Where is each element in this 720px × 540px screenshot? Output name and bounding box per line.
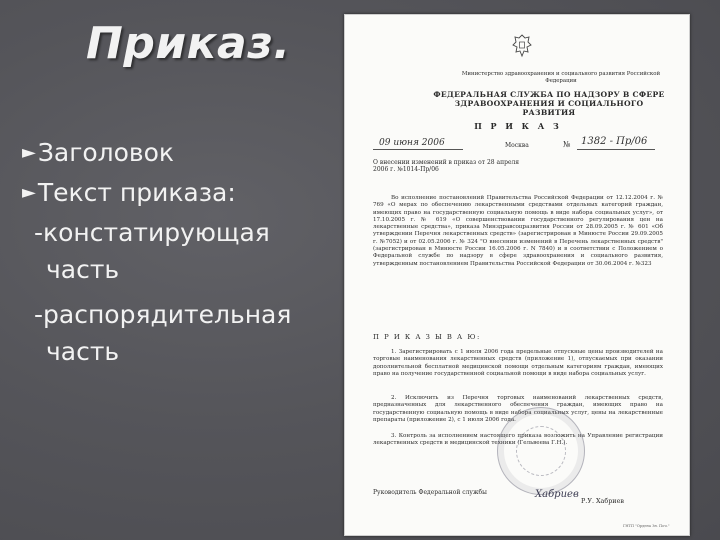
bullet-text: Заголовок <box>37 138 175 167</box>
document-city: Москва <box>505 142 529 149</box>
coat-of-arms-icon <box>511 33 533 59</box>
signatory-name: Р.У. Хабриев <box>581 497 624 505</box>
sub-item-ordering-cont: часть <box>46 337 120 366</box>
order-item-1: 1. Зарегистрировать с 1 июля 2006 года предельные отпускные цены производителей на торговые наименования лекарственных средств (приложение 1), отпускаемых при оказании дополнительной бесплатной медицинской помощи отдельным категориям граждан, имеющих право на получение государственной социальной помощи в виде набора социальных услуг. <box>373 349 663 377</box>
signature: Хабриев <box>535 489 579 500</box>
print-footer: ГНТП "Ордена Зн. Поч." <box>623 524 670 528</box>
triangle-bullet-icon: ► <box>22 142 36 163</box>
slide-title: Приказ. <box>86 18 291 69</box>
order-item-2: 2. Исключить из Перечня торговых наименований лекарственных средств, предназначенных для лекарственного обеспечения граждан, имеющих право на государственную социальную помощь в виде набора социальных услуг, цены на лекарственные препараты (приложение 2), с 1 июля 2006 года. <box>373 395 663 423</box>
order-document-image <box>344 14 690 536</box>
document-subject: О внесении изменений в приказ от 28 апреля 2006 г. №1014-Пр/06 <box>373 159 520 174</box>
number-label: № <box>563 140 571 149</box>
ministry-name: Министерство здравоохранения и социального развития Российской Федерации <box>461 71 661 84</box>
document-date: 09 июня 2006 <box>379 138 445 148</box>
bullet-item-heading <box>22 134 322 174</box>
sub-item-stating: -констатирующая <box>34 218 270 247</box>
sub-item-stating-cont: часть <box>46 255 120 284</box>
bullet-list <box>22 134 322 370</box>
bullet-item-body <box>22 174 322 214</box>
document-type: П Р И К А З <box>474 121 562 131</box>
sub-item-ordering: -распорядительная <box>34 300 292 329</box>
preamble-paragraph: Во исполнение постановлений Правительства Российской Федерации от 12.12.2004 г. № 769 «О мерах по обеспечению лекарственными средствами отдельных категорий граждан, имеющих право на государственную социальную помощь в виде набора социальных услуг», от 17.10.2005 г. № 619 «О совершенствовании государственного регулирования цен на лекарственные средства», приказа Минздравсоцразвития России от 28.09.2005 г. № 601 «Об утверждении Перечня лекарственных средств» (зарегистрирован в Минюсте России 29.09.2005 г. №7052) и от 02.05.2006 г. № 324 "О внесении изменений в Перечень лекарственных средств" (зарегистрирован в Минюсте России 16.05.2006 г. N 7840) и в соответствии с Положением о Федеральной службе по надзору в сфере здравоохранения и социального развития, утвержденным постановлением Правительства Российской Федерации от 30.06.2004 г. №323 <box>373 195 663 267</box>
official-seal <box>497 407 585 495</box>
service-name: ФЕДЕРАЛЬНАЯ СЛУЖБА ПО НАДЗОРУ В СФЕРЕ ЗДРАВООХРАНЕНИЯ И СОЦИАЛЬНОГО РАЗВИТИЯ <box>433 90 665 117</box>
order-item-3: 3. Контроль за исполнением настоящего приказа возложить на Управление регистрации лекарственных средств и медицинской техники (Гельвеева Г.Н.). <box>373 433 663 447</box>
triangle-bullet-icon: ► <box>22 182 36 203</box>
bullet-text: Текст приказа: <box>37 178 236 207</box>
signatory-position: Руководитель Федеральной службы <box>373 489 487 496</box>
document-number: 1382 - Пр/06 <box>581 136 648 147</box>
orders-heading: П Р И К А З Ы В А Ю: <box>373 333 481 341</box>
